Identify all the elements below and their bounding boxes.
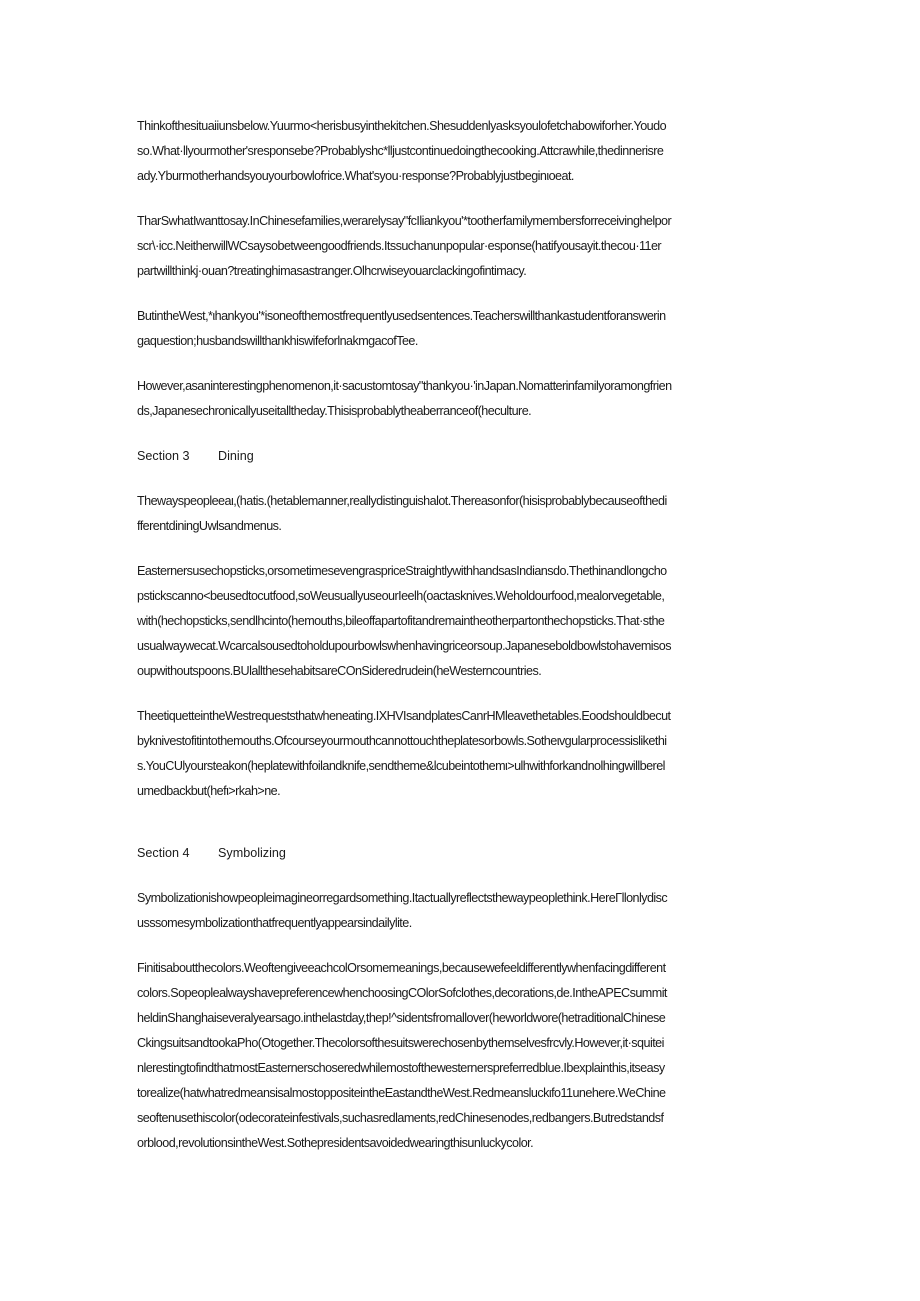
text-line: Thewayspeopleeaι,(hatis.(hetablemanner,reallydistinguishalot.Thereasonfor(hisisprobablybecauseofthedi — [137, 494, 667, 508]
text-line: byknivestofitintothemouths.Ofcourseyourmouthcannottouchtheplatesorbowls.Sotheιvgularprocessislikethi — [137, 734, 667, 748]
text-line: Symbolizationishowpeopleimagineorregardsomething.Itactuallyreflectsthewaypeoplethink.HereΓllonlydisc — [137, 891, 668, 905]
paragraph-japan-thanks — [137, 374, 785, 424]
symbolizing-paragraphs — [137, 886, 785, 1156]
text-line: so.What·llyourmother'sresponsebe?Probablyshc*lljustcontinuedoingthecooking.Attcrawhile,thedinnerisre — [137, 144, 664, 158]
paragraph-symbolization — [137, 886, 785, 936]
text-line: Thinkofthesituaiiunsbelow.Yuurmo<herisbusyinthekitchen.Shesuddenlyasksyoulofetchabowiforher.Youdo — [137, 119, 667, 133]
text-line: heldinShanghaiseveralyearsago.inthelastday,thep!^sidentsfromallover(heworldwore(hetraditionalChinese — [137, 1011, 666, 1025]
paragraph-chopsticks — [137, 559, 785, 684]
intro-paragraphs — [137, 114, 785, 424]
paragraph-thanks-situation — [137, 114, 785, 189]
text-line: ButintheWest,*ιhankyou'*isoneofthemostfrequentlyusedsentences.Teacherswillthankastudentforanswerin — [137, 309, 666, 323]
section-heading-symbolizing — [137, 841, 785, 866]
paragraph-west-thanks — [137, 304, 785, 354]
paragraph-west-etiquette — [137, 704, 785, 804]
text-line: CkingsuitsandtookaPho(Otogether.Thecolorsofthesuitswerechosenbythemselvesfrcvly.However,it·squitei — [137, 1036, 664, 1050]
paragraph-chinese-families — [137, 209, 785, 284]
text-line: gaquestion;husbandswillthankhiswifefor​lnakmgacofTee. — [137, 334, 418, 348]
section-number: Section 4 — [137, 846, 190, 860]
text-line: s.YouCUlyoursteakon(heplatewithfoilandknife,sendtheme&lcubeintothemι>ulhwithforkandnolhingwillberel — [137, 759, 665, 773]
text-line: Easternersusechopsticks,orsometimesevengraspriceStraightlywithhandsasIndiansdo.Thethinandlongcho — [137, 564, 667, 578]
text-line: orblood,revolutionsintheWest.Sothepresidentsavoidedwearingthisunluckycolor. — [137, 1136, 534, 1150]
text-line: ady.Ybu​rmotherhandsyouyourbowlofrice.What'syou·response?Probablyjustbeginιoeat. — [137, 169, 574, 183]
section-number: Section 3 — [137, 449, 190, 463]
text-line: fferentdiningUwlsandmenus. — [137, 519, 282, 533]
section-heading-dining — [137, 444, 785, 469]
text-line: usss​omesymbolizationthatfrequentlyappearsindailylite. — [137, 916, 412, 930]
text-line: with(hechopsticks,sendlhcinto(hemouths,bileoffapartofitandremaintheotherpartonthechopsticks.That·sthe — [137, 614, 665, 628]
text-line: usualwaywecat.Wcarcalsousedtoholdupourbowlswhenhavingriceorsoup.Japaneseboldbowlstohavemisos — [137, 639, 671, 653]
text-line: TharSwhatIwanttosay.InChinesefamilies,wer​arelysay"fcIliankyou'*tootherfamilymembersforreceivinghelpor — [137, 214, 672, 228]
dining-paragraphs — [137, 489, 785, 804]
document-page — [137, 114, 785, 1176]
text-line: ds,Japanesechronicallyuseitalltheday.Thisisprobablytheaberranceof(heculture. — [137, 404, 532, 418]
text-line: Finitisaboutthecolors.Weoftengiveeachcol​Orsomemeanings,becausewefeeldifferentlywhenfacingdifferent — [137, 961, 666, 975]
text-line: psticks​canno<beusedtocutfood,soWeusuallyuseourIeelh(oactasknives.Weholdourfood,mealorvegetable, — [137, 589, 665, 603]
text-line: nlerestingtofindthatmostEasternerschoseredwhilemostofthewesternerspreferredblue.Ibexplainthis,itseasy — [137, 1061, 665, 1075]
text-line: umedbackbut(hefι>rkah>ne. — [137, 784, 281, 798]
paragraph-colors — [137, 956, 785, 1156]
section-title: Symbolizing — [218, 846, 286, 860]
paragraph-table-manner — [137, 489, 785, 539]
text-line: However,asaninterestingphenomenon,it·sacustomtosay"thankyou·'inJapan.Nomatterinfamilyoramongfrien — [137, 379, 672, 393]
text-line: seoftenusethiscolor(odecorateinfestivals,suchasredlaments,redChinesenodes,redbangers.Butredstandsf — [137, 1111, 664, 1125]
section-spacer — [137, 824, 785, 841]
text-line: partwillthinkj·ouan?treatinghimasastranger.Olhcr​wiseyouarclackingofintimacy. — [137, 264, 527, 278]
text-line: TheetiquetteintheWestrequeststhatwheneating.IXHVIsandplatesCanrHMleavethetables.Eoodshouldbecut — [137, 709, 671, 723]
text-line: torealize(hatwhatredmeansisalmostoppositeintheEastandtheWest.Redmeansluckιfo11unehere.WeChine — [137, 1086, 666, 1100]
text-line: scr\·icc.NeitherwillWCsaysobetweengoodfriends.Itssuchanunpopular·esponse(hatifyousayit.thecou·11er — [137, 239, 662, 253]
section-title: Dining — [218, 449, 254, 463]
text-line: colors.SopeoplealwayshavepreferencewhenchoosingCOlorSofclothes,decorations,de.IntheAPECsummit — [137, 986, 667, 1000]
text-line: oupwithoutspoons.BUlallthesehabitsareCOnSideredrudein(heWesterncountries. — [137, 664, 542, 678]
